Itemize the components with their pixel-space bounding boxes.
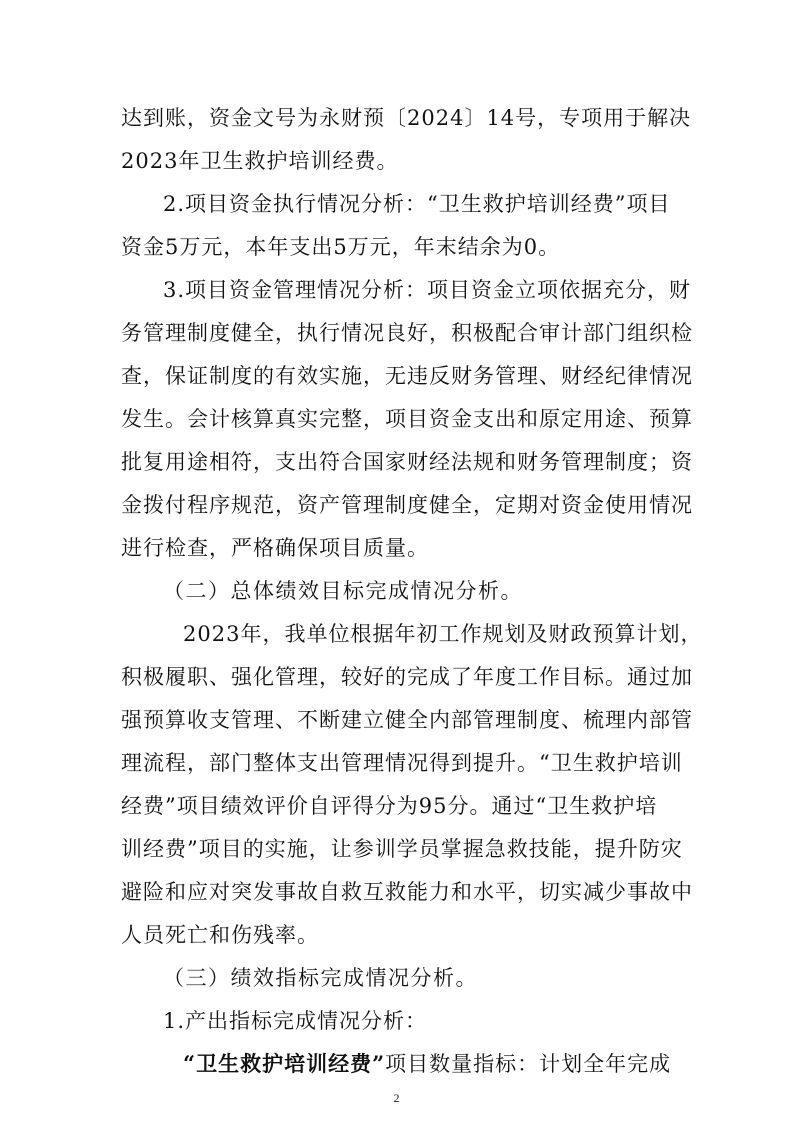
section-heading: （二）总体绩效目标完成情况分析。 [163, 579, 523, 603]
body-line-last [183, 1050, 671, 1078]
body-line: 人员死亡和伤残率。 [121, 923, 319, 947]
bold-project-name: “卫生救护培训经费” [183, 1051, 386, 1076]
body-line: 积极履职、强化管理，较好的完成了年度工作目标。通过加 [121, 665, 693, 689]
body-line: 资金5万元，本年支出5万元，年末结余为0。 [121, 235, 561, 259]
body-line: 发生。会计核算真实完整，项目资金支出和原定用途、预算 [121, 407, 693, 431]
body-line: 2.项目资金执行情况分析：“卫生救护培训经费”项目 [163, 192, 671, 216]
body-line-tail: 项目数量指标：计划全年完成 [385, 1052, 672, 1076]
body-line: 查，保证制度的有效实施，无违反财务管理、财经纪律情况 [121, 364, 693, 388]
body-line: 达到账，资金文号为永财预〔2024〕14号，专项用于解决 [121, 106, 692, 130]
page-number: 2 [393, 1091, 400, 1105]
body-line: 批复用途相符，支出符合国家财经法规和财务管理制度；资 [121, 450, 693, 474]
body-line: 训经费”项目的实施，让参训学员掌握急救技能，提升防灾 [121, 837, 683, 861]
body-line: 3.项目资金管理情况分析：项目资金立项依据充分，财 [163, 278, 692, 302]
body-line: 2023年，我单位根据年初工作规划及财政预算计划， [183, 622, 703, 646]
body-line: 2023年卫生救护培训经费。 [121, 149, 399, 173]
body-line: 强预算收支管理、不断建立健全内部管理制度、梳理内部管 [121, 708, 693, 732]
body-line: 理流程，部门整体支出管理情况得到提升。“卫生救护培训 [121, 751, 683, 775]
body-line: 务管理制度健全，执行情况良好，积极配合审计部门组织检 [121, 321, 693, 345]
body-line: 经费”项目绩效评价自评得分为95分。通过“卫生救护培 [121, 794, 658, 818]
body-line: 1.产出指标完成情况分析： [163, 1009, 428, 1033]
body-line: 进行检查，严格确保项目质量。 [121, 536, 429, 560]
section-heading: （三）绩效指标完成情况分析。 [163, 966, 478, 990]
body-line: 避险和应对突发事故自救互救能力和水平，切实减少事故中 [121, 880, 693, 904]
body-line: 金拨付程序规范，资产管理制度健全，定期对资金使用情况 [121, 493, 693, 517]
